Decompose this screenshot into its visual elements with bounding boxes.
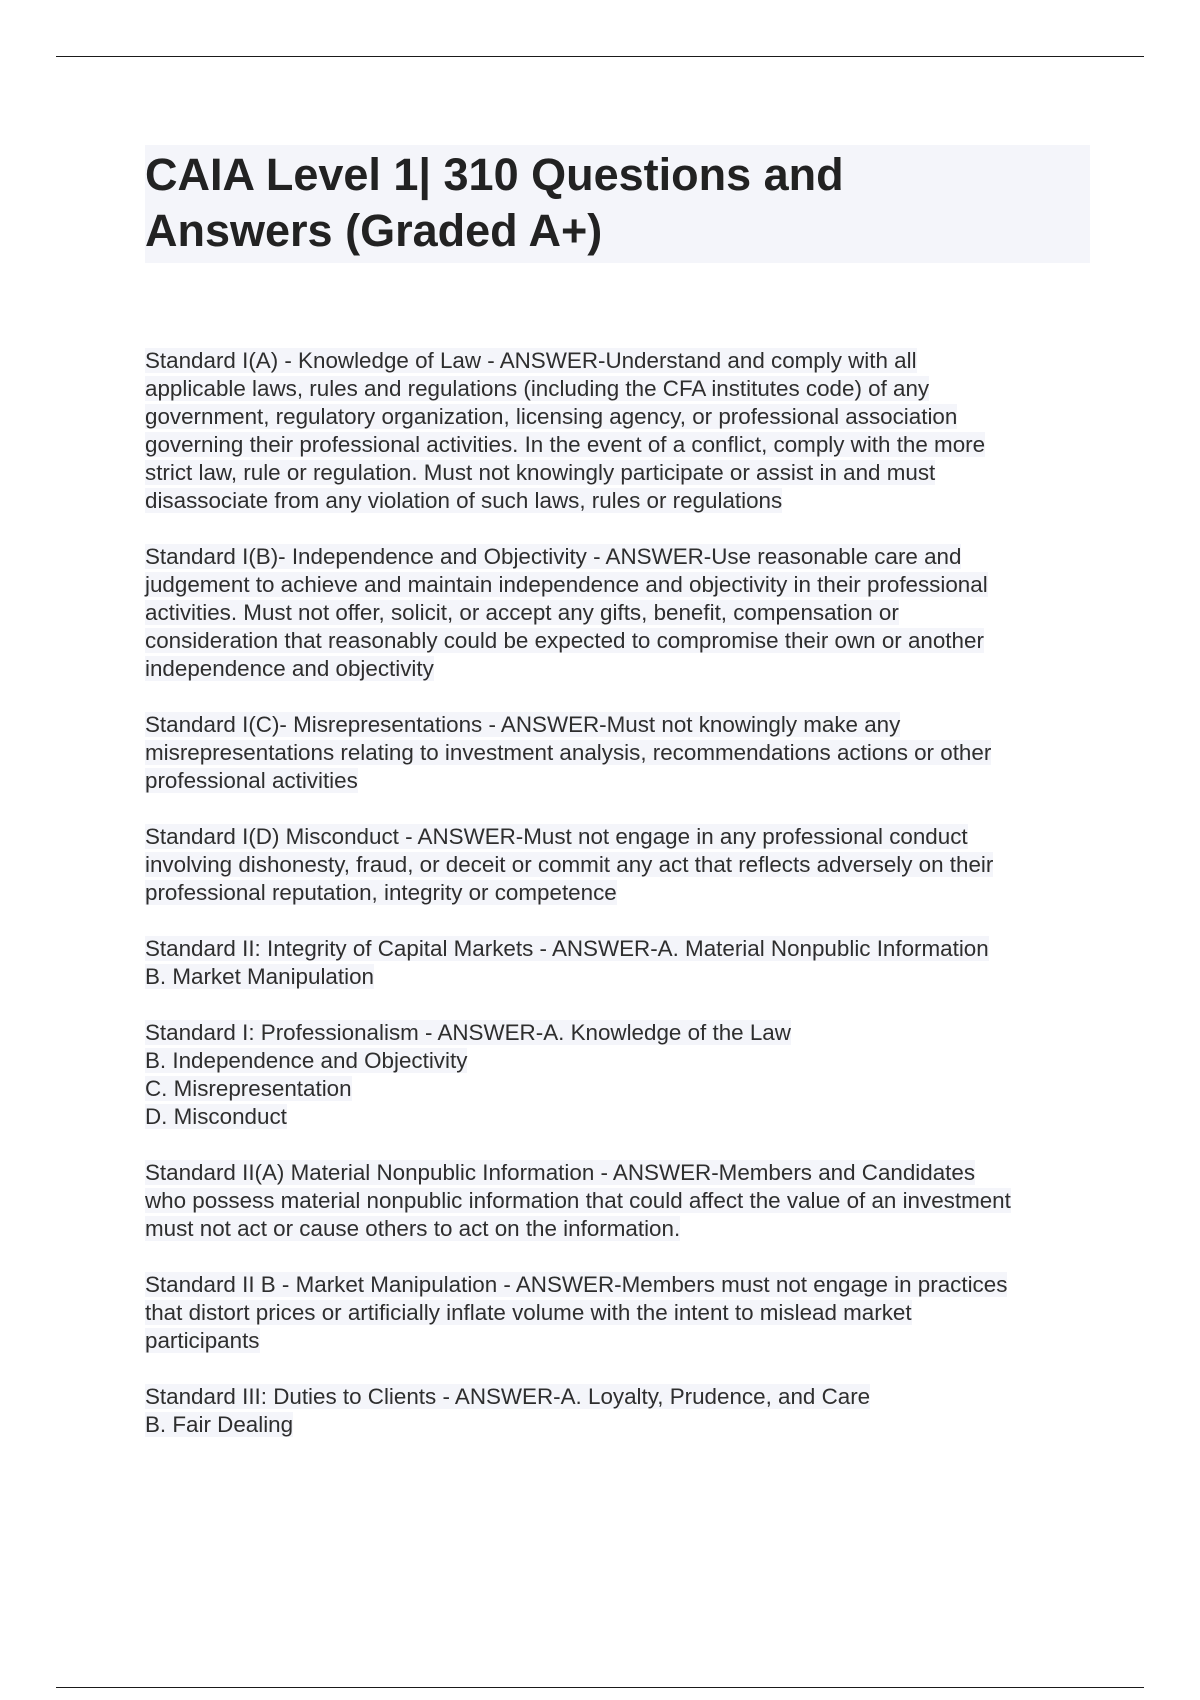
qa-entry (145, 823, 1090, 907)
qa-line (145, 739, 1090, 767)
qa-entry (145, 711, 1090, 795)
qa-line (145, 1103, 1090, 1131)
qa-entry (145, 543, 1090, 683)
qa-line-text: Standard I: Professionalism - ANSWER-A. Knowledge of the Law (145, 1020, 791, 1045)
qa-line-text: Standard I(D) Misconduct - ANSWER-Must not engage in any professional conduct (145, 824, 968, 849)
qa-line-text: strict law, rule or regulation. Must not knowingly participate or assist in and must (145, 460, 936, 485)
qa-line-text: disassociate from any violation of such laws, rules or regulations (145, 488, 783, 513)
qa-line-text: who possess material nonpublic information that could affect the value of an investment (145, 1188, 1011, 1213)
qa-line (145, 1299, 1090, 1327)
qa-line (145, 571, 1090, 599)
qa-line (145, 1047, 1090, 1075)
title-line: Answers (Graded A+) (145, 205, 603, 256)
qa-line (145, 935, 1090, 963)
qa-list (145, 347, 1090, 1439)
qa-line (145, 543, 1090, 571)
qa-line (145, 767, 1090, 795)
qa-line-text: must not act or cause others to act on the information. (145, 1216, 681, 1241)
qa-line-text: D. Misconduct (145, 1104, 287, 1129)
qa-entry (145, 347, 1090, 515)
qa-line (145, 403, 1090, 431)
qa-line-text: participants (145, 1328, 260, 1353)
header-rule (56, 56, 1144, 57)
qa-line-text: professional activities (145, 768, 358, 793)
qa-line-text: misrepresentations relating to investment analysis, recommendations actions or other (145, 740, 992, 765)
qa-line (145, 1411, 1090, 1439)
qa-line (145, 1019, 1090, 1047)
qa-line-text: consideration that reasonably could be expected to compromise their own or another (145, 628, 984, 653)
qa-line-text: C. Misrepresentation (145, 1076, 352, 1101)
page-title (145, 147, 1090, 259)
qa-line (145, 1159, 1090, 1187)
qa-line (145, 599, 1090, 627)
qa-line (145, 347, 1090, 375)
qa-line-text: Standard II: Integrity of Capital Markets - ANSWER-A. Material Nonpublic Information (145, 936, 989, 961)
qa-line-text: judgement to achieve and maintain independence and objectivity in their professional (145, 572, 988, 597)
qa-line-text: governing their professional activities. In the event of a conflict, comply with the more (145, 432, 986, 457)
qa-line-text: Standard I(B)- Independence and Objectivity - ANSWER-Use reasonable care and (145, 544, 962, 569)
title-line: CAIA Level 1| 310 Questions and (145, 149, 844, 200)
qa-line-text: Standard II B - Market Manipulation - ANSWER-Members must not engage in practices (145, 1272, 1008, 1297)
qa-line-text: activities. Must not offer, solicit, or accept any gifts, benefit, compensation or (145, 600, 899, 625)
qa-line (145, 487, 1090, 515)
qa-line-text: B. Fair Dealing (145, 1412, 294, 1437)
qa-line-text: Standard I(A) - Knowledge of Law - ANSWER-Understand and comply with all (145, 348, 917, 373)
qa-entry (145, 1159, 1090, 1243)
qa-line-text: Standard II(A) Material Nonpublic Information - ANSWER-Members and Candidates (145, 1160, 976, 1185)
qa-line (145, 1187, 1090, 1215)
qa-entry (145, 1271, 1090, 1355)
qa-line (145, 375, 1090, 403)
qa-line-text: Standard III: Duties to Clients - ANSWER-A. Loyalty, Prudence, and Care (145, 1384, 871, 1409)
qa-entry (145, 1019, 1090, 1131)
qa-line (145, 1075, 1090, 1103)
qa-line (145, 963, 1090, 991)
qa-line (145, 711, 1090, 739)
qa-entry (145, 1383, 1090, 1439)
qa-line (145, 1215, 1090, 1243)
qa-line-text: B. Independence and Objectivity (145, 1048, 468, 1073)
qa-line (145, 431, 1090, 459)
document-body (145, 145, 1090, 1467)
qa-line-text: independence and objectivity (145, 656, 434, 681)
qa-line (145, 1383, 1090, 1411)
qa-line (145, 655, 1090, 683)
qa-line (145, 823, 1090, 851)
qa-line (145, 851, 1090, 879)
qa-line-text: B. Market Manipulation (145, 964, 374, 989)
qa-line (145, 1327, 1090, 1355)
qa-line-text: Standard I(C)- Misrepresentations - ANSWER-Must not knowingly make any (145, 712, 901, 737)
qa-line (145, 1271, 1090, 1299)
footer-rule (56, 1687, 1144, 1688)
qa-line (145, 459, 1090, 487)
qa-entry (145, 935, 1090, 991)
qa-line-text: that distort prices or artificially inflate volume with the intent to mislead market (145, 1300, 912, 1325)
qa-line-text: applicable laws, rules and regulations (including the CFA institutes code) of any (145, 376, 930, 401)
qa-line-text: professional reputation, integrity or competence (145, 880, 617, 905)
qa-line (145, 879, 1090, 907)
qa-line-text: involving dishonesty, fraud, or deceit or commit any act that reflects adversely on their (145, 852, 994, 877)
title-block (145, 145, 1090, 263)
qa-line (145, 627, 1090, 655)
qa-line-text: government, regulatory organization, licensing agency, or professional association (145, 404, 958, 429)
